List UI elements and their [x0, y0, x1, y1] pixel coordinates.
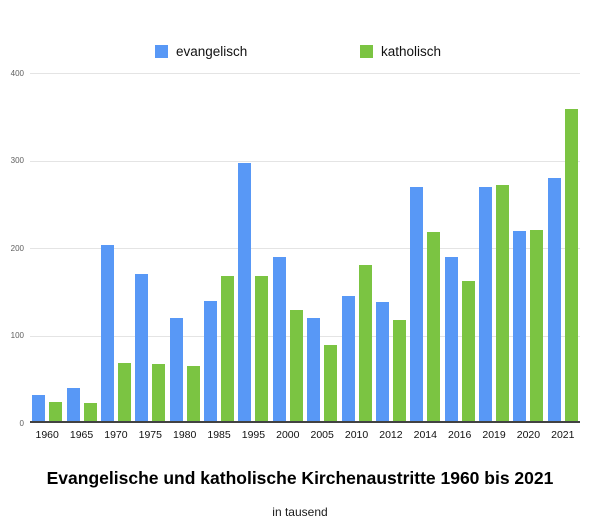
bar-group-2016	[443, 73, 477, 423]
bar-group-2019	[477, 73, 511, 423]
bar-group-2020	[511, 73, 545, 423]
y-tick-300: 300	[10, 156, 24, 165]
bar-katholisch-1960	[49, 402, 62, 423]
bar-katholisch-1985	[221, 276, 234, 423]
evangelisch-swatch-icon	[155, 45, 168, 58]
bar-group-1965	[64, 73, 98, 423]
bar-katholisch-2010	[359, 265, 372, 423]
bar-evangelisch-2000	[273, 257, 286, 423]
bar-evangelisch-1960	[32, 395, 45, 423]
bar-katholisch-1980	[187, 366, 200, 423]
x-tick-1960: 1960	[35, 429, 59, 441]
bar-group-2000	[271, 73, 305, 423]
y-tick-100: 100	[10, 331, 24, 340]
bar-evangelisch-2020	[513, 231, 526, 423]
bar-evangelisch-1975	[135, 274, 148, 423]
x-tick-2010: 2010	[344, 429, 369, 441]
x-tick-2019: 2019	[482, 429, 506, 441]
bar-katholisch-2019	[496, 185, 509, 423]
x-tick-2021: 2021	[551, 429, 575, 441]
legend-item-evangelisch	[155, 44, 247, 59]
chart-legend	[0, 44, 600, 60]
bar-group-1975	[133, 73, 167, 423]
bar-evangelisch-1965	[67, 388, 80, 423]
bar-evangelisch-2019	[479, 187, 492, 423]
bar-group-2014	[408, 73, 442, 423]
bar-evangelisch-1980	[170, 318, 183, 423]
bar-evangelisch-1985	[204, 301, 217, 424]
x-tick-1995: 1995	[241, 429, 266, 441]
bar-katholisch-2000	[290, 310, 303, 423]
bar-group-1985	[202, 73, 236, 423]
bar-katholisch-1970	[118, 363, 131, 423]
bar-evangelisch-1995	[238, 163, 251, 423]
legend-label-katholisch: katholisch	[381, 44, 442, 59]
x-tick-2014: 2014	[413, 429, 437, 441]
bar-evangelisch-2014	[410, 187, 423, 423]
x-tick-2005: 2005	[310, 429, 334, 441]
x-tick-1975: 1975	[138, 429, 162, 441]
y-tick-400: 400	[10, 68, 24, 78]
legend-label-evangelisch: evangelisch	[176, 44, 248, 59]
x-axis-labels	[0, 429, 600, 443]
x-tick-2000: 2000	[276, 429, 300, 441]
bar-group-1995	[236, 73, 270, 423]
y-tick-0: 0	[19, 418, 24, 428]
bar-katholisch-2005	[324, 345, 337, 423]
bar-katholisch-2016	[462, 281, 475, 423]
x-tick-1985: 1985	[207, 429, 231, 441]
bar-group-2021	[546, 73, 580, 423]
bar-katholisch-2020	[530, 230, 543, 423]
x-axis-line	[30, 421, 580, 423]
x-tick-2012: 2012	[379, 429, 403, 441]
bar-katholisch-1975	[152, 364, 165, 424]
bar-group-2012	[374, 73, 408, 423]
bar-evangelisch-1970	[101, 245, 114, 424]
bar-evangelisch-2010	[342, 296, 355, 423]
bar-evangelisch-2016	[445, 257, 458, 423]
chart-subtitle: in tausend	[272, 505, 328, 519]
x-tick-1965: 1965	[69, 429, 94, 441]
x-tick-2020: 2020	[516, 429, 541, 441]
katholisch-swatch-icon	[360, 45, 373, 58]
plot-area	[30, 73, 580, 423]
bar-katholisch-1965	[84, 403, 97, 423]
x-tick-1980: 1980	[173, 429, 197, 441]
x-tick-1970: 1970	[104, 429, 128, 441]
bar-group-1980	[168, 73, 202, 423]
bar-evangelisch-2012	[376, 302, 389, 423]
bar-katholisch-1995	[255, 276, 268, 423]
bar-group-1960	[30, 73, 64, 423]
bar-katholisch-2014	[427, 232, 440, 423]
bar-evangelisch-2005	[307, 318, 320, 423]
x-tick-2016: 2016	[448, 429, 472, 441]
bar-group-2010	[339, 73, 373, 423]
y-axis-labels	[0, 0, 24, 531]
chart-title: Evangelische und katholische Kirchenaustritte 1960 bis 2021	[46, 468, 554, 488]
bar-group-2005	[305, 73, 339, 423]
y-tick-200: 200	[10, 243, 24, 253]
bar-katholisch-2012	[393, 320, 406, 423]
bar-group-1970	[99, 73, 133, 423]
legend-item-katholisch	[360, 44, 441, 59]
bar-katholisch-2021	[565, 109, 578, 423]
bar-evangelisch-2021	[548, 178, 561, 423]
